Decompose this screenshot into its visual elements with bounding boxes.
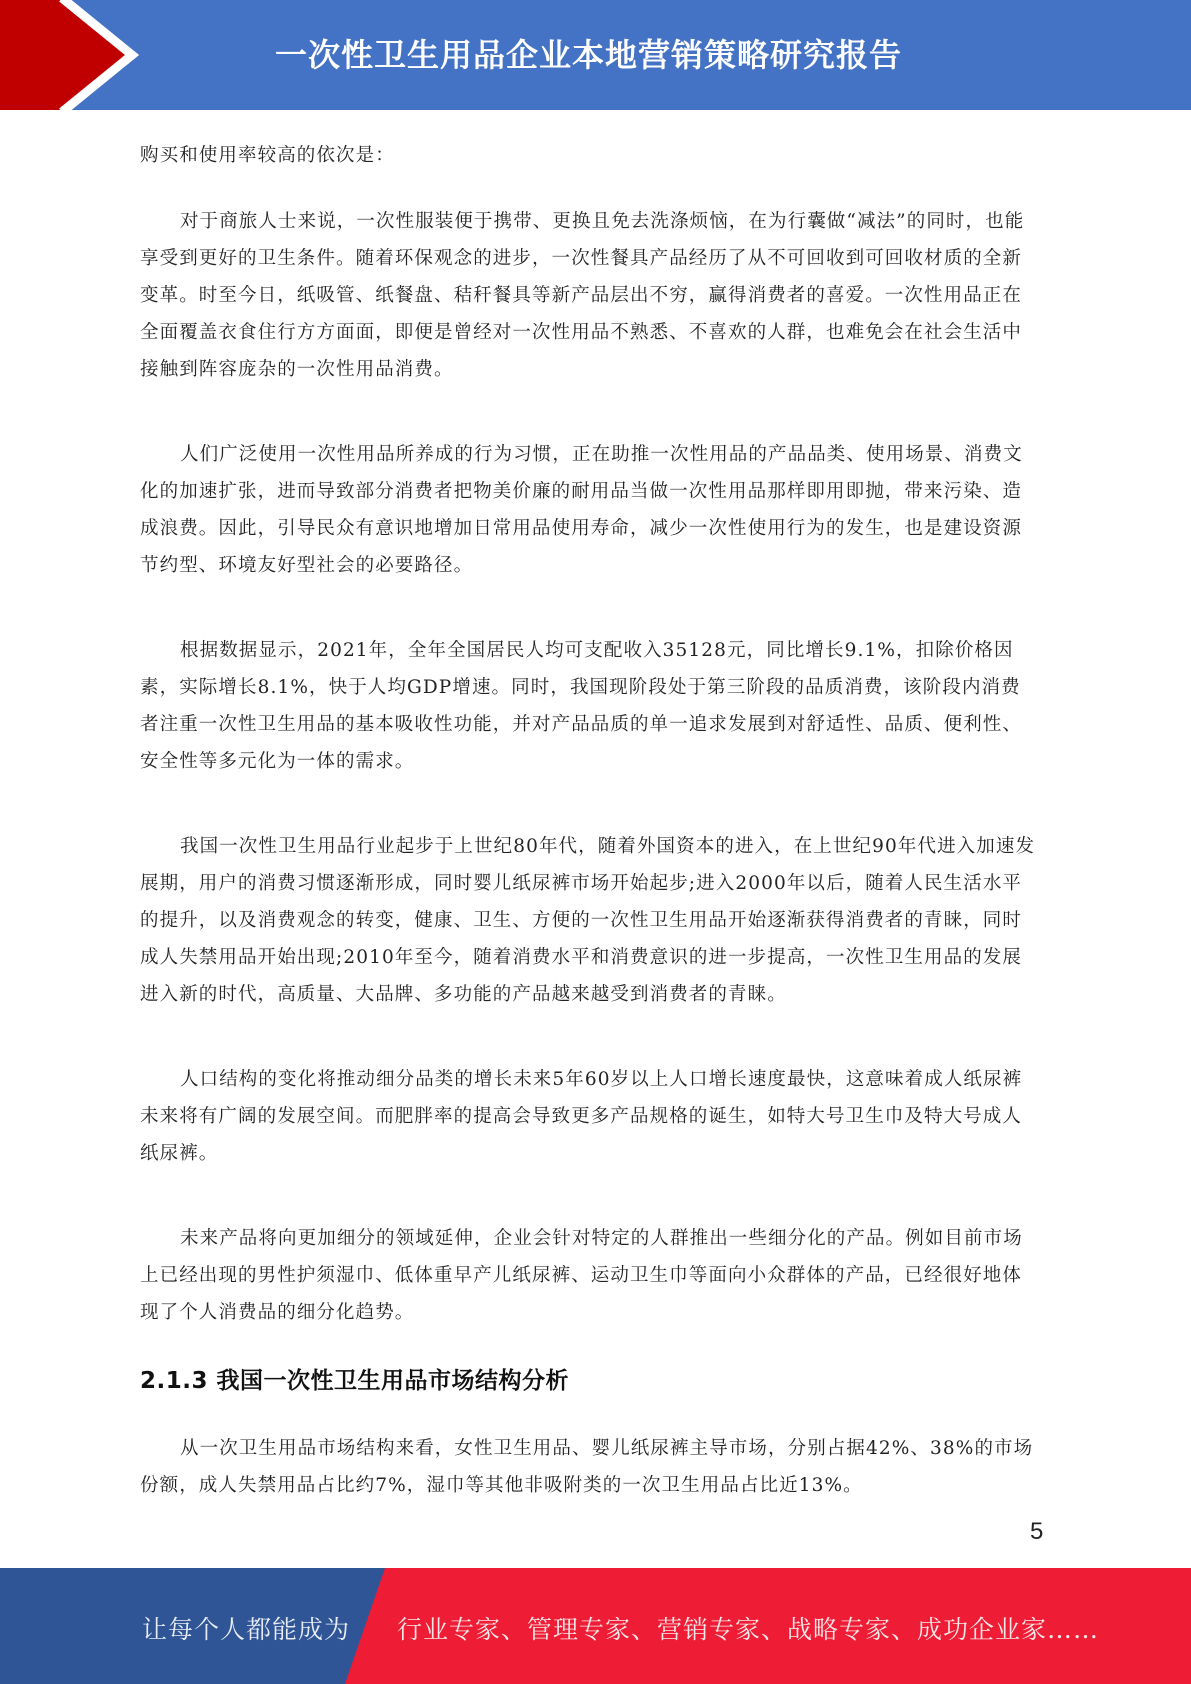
page-header (0, 0, 1191, 110)
paragraph: 从一次卫生用品市场结构来看，女性卫生用品、婴儿纸尿裤主导市场，分别占据42%、38%的市场份额，成人失禁用品占比约7%，湿巾等其他非吸附类的一次卫生用品占比近13%。 (140, 1438, 1034, 1496)
paragraph: 人们广泛使用一次性用品所养成的行为习惯，正在助推一次性用品的产品品类、使用场景、消费文化的加速扩张，进而导致部分消费者把物美价廉的耐用品当做一次性用品那样即用即抛，带来污染、造成浪费。因此，引导民众有意识地增加日常用品使用寿命，减少一次性使用行为的发生，也是建设资源节约型、环境友好型社会的必要路径。 (140, 444, 1023, 576)
footer-slogan-left: 让每个人都能成为 (142, 1615, 351, 1644)
section-heading: 2.1.3 我国一次性卫生用品市场结构分析 (140, 1368, 569, 1394)
paragraph: 对于商旅人士来说，一次性服装便于携带、更换且免去洗涤烦恼，在为行囊做“减法”的同时，也能享受到更好的卫生条件。随着环保观念的进步，一次性餐具产品经历了从不可回收到可回收材质的全新变革。时至今日，纸吸管、纸餐盘、秸秆餐具等新产品层出不穷，赢得消费者的喜爱。一次性用品正在全面覆盖衣食住行方方面面，即便是曾经对一次性用品不熟悉、不喜欢的人群，也难免会在社会生活中接触到阵容庞杂的一次性用品消费。 (140, 211, 1025, 380)
intro-line: 购买和使用率较高的依次是： (140, 145, 395, 166)
document-body (140, 137, 1040, 1552)
footer-slogan-right: 行业专家、管理专家、营销专家、战略专家、成功企业家…… (397, 1615, 1100, 1644)
page-footer (0, 1568, 1191, 1684)
page-number: 5 (1030, 1518, 1044, 1545)
report-title: 一次性卫生用品企业本地营销策略研究报告 (275, 36, 903, 74)
paragraph: 我国一次性卫生用品行业起步于上世纪80年代，随着外国资本的进入，在上世纪90年代进入加速发展期，用户的消费习惯逐渐形成，同时婴儿纸尿裤市场开始起步;进入2000年以后，随着人民生活水平的提升，以及消费观念的转变，健康、卫生、方便的一次性卫生用品开始逐渐获得消费者的青睐，同时成人失禁用品开始出现;2010年至今，随着消费水平和消费意识的进一步提高，一次性卫生用品的发展进入新的时代，高质量、大品牌、多功能的产品越来越受到消费者的青睐。 (140, 836, 1036, 1005)
header-arrow-decoration (0, 0, 200, 110)
paragraph: 未来产品将向更加细分的领域延伸，企业会针对特定的人群推出一些细分化的产品。例如目前市场上已经出现的男性护须湿巾、低体重早产儿纸尿裤、运动卫生巾等面向小众群体的产品，已经很好地体现了个人消费品的细分化趋势。 (140, 1228, 1023, 1323)
paragraph: 根据数据显示，2021年，全年全国居民人均可支配收入35128元，同比增长9.1%，扣除价格因素，实际增长8.1%，快于人均GDP增速。同时，我国现阶段处于第三阶段的品质消费，该阶段内消费者注重一次性卫生用品的基本吸收性功能，并对产品品质的单一追求发展到对舒适性、品质、便利性、安全性等多元化为一体的需求。 (140, 640, 1023, 772)
paragraph: 人口结构的变化将推动细分品类的增长未来5年60岁以上人口增长速度最快，这意味着成人纸尿裤未来将有广阔的发展空间。而肥胖率的提高会导致更多产品规格的诞生，如特大号卫生巾及特大号成人纸尿裤。 (140, 1069, 1023, 1164)
